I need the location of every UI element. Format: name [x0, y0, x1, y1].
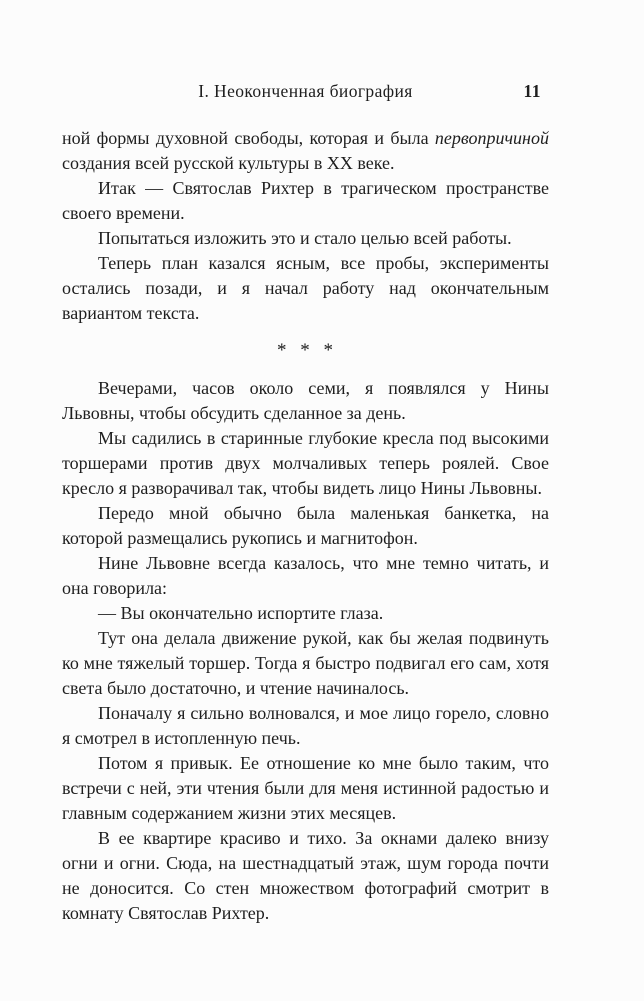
text-run: создания всей русской культуры в XX веке.: [62, 153, 395, 173]
paragraph: [62, 701, 549, 751]
paragraph: [62, 126, 549, 176]
paragraph: [62, 426, 549, 501]
text-run: Тут она делала движение рукой, как бы желая подвинуть ко мне тяжелый торшер. Тогда я быстро подвигал его сам, хотя света было достаточно, и чтение начиналось.: [62, 628, 549, 698]
text-run: Передо мной обычно была маленькая банкетка, на которой размещались рукопись и магнитофон.: [62, 503, 549, 548]
paragraph: [62, 626, 549, 701]
paragraph: [62, 501, 549, 551]
paragraph: [62, 751, 549, 826]
paragraph: [62, 376, 549, 426]
text-run: В ее квартире красиво и тихо. За окнами далеко внизу огни и огни. Сюда, на шестнадцатый этаж, шум города почти не доносится. Со стен множеством фотографий смотрит в комнату Святослав Рихтер.: [62, 828, 549, 923]
text-run: Поначалу я сильно волновался, и мое лицо горело, словно я смотрел в истопленную печь.: [62, 703, 549, 748]
paragraph: [62, 826, 549, 926]
text-run: — Вы окончательно испортите глаза.: [98, 603, 384, 623]
text-run: Мы садились в старинные глубокие кресла под высокими торшерами против двух молчаливых теперь роялей. Свое кресло я разворачивал так, чтобы видеть лицо Нины Львовны.: [62, 428, 549, 498]
running-header: [62, 80, 549, 102]
body-text: [62, 126, 549, 926]
paragraph: [62, 601, 549, 626]
text-run: Нине Львовне всегда казалось, что мне темно читать, и она говорила:: [62, 553, 549, 598]
chapter-title: I. Неоконченная биография: [198, 81, 413, 101]
section-divider: * * *: [277, 340, 334, 361]
text-run: Итак — Святослав Рихтер в трагическом пространстве своего времени.: [62, 178, 549, 223]
italic-text-run: первопричиной: [434, 128, 549, 148]
text-run: Попытаться изложить это и стало целью всей работы.: [98, 228, 512, 248]
paragraph: [62, 226, 549, 251]
text-run: Теперь план казался ясным, все пробы, эксперименты остались позади, и я начал работу над окончательным вариантом текста.: [62, 253, 549, 323]
paragraph: [62, 551, 549, 601]
text-run: Потом я привык. Ее отношение ко мне было таким, что встречи с ней, эти чтения были для меня истинной радостью и главным содержанием жизни этих месяцев.: [62, 753, 549, 823]
paragraph: [62, 176, 549, 226]
page-number: 11: [523, 81, 541, 101]
text-run: ной формы духовной свободы, которая и была: [62, 128, 435, 148]
paragraph: [62, 251, 549, 326]
text-run: Вечерами, часов около семи, я появлялся у Нины Львовны, чтобы обсудить сделанное за день.: [62, 378, 549, 423]
